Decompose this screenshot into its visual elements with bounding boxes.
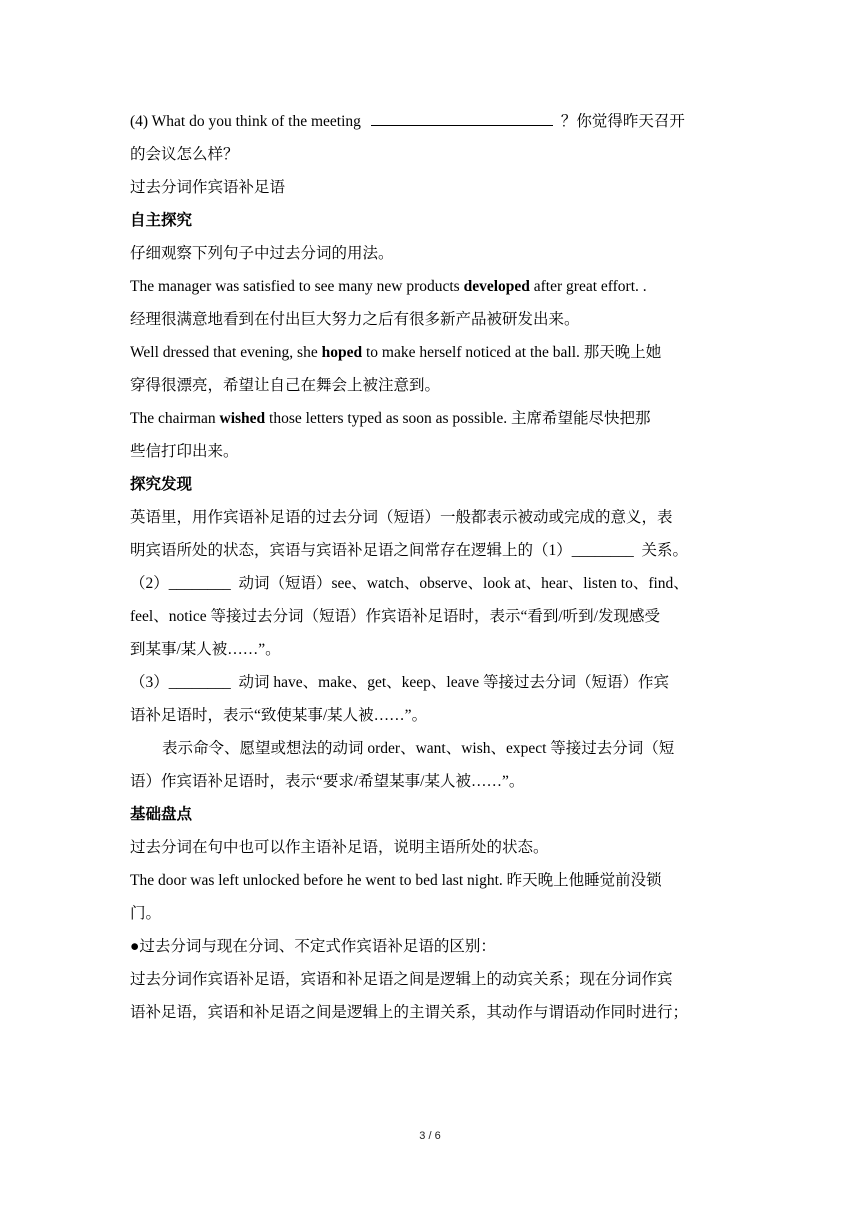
blank-2: ________ [168,575,231,592]
findings-line-1: 英语里，用作宾语补足语的过去分词（短语）一般都表示被动或完成的意义，表 [130,509,673,526]
findings-line-5: 到某事/某人被……”。 [130,641,281,658]
heading-basics: 基础盘点 [130,806,193,823]
question-4-text: (4) What do you think of the meeting [130,113,361,130]
findings-line-6-b: 动词 have、make、get、keep、leave 等接过去分词（短语）作宾 [238,674,669,691]
findings-line-3-a: （2） [130,575,169,592]
findings-line-2-b: 关系。 [641,542,689,559]
answer-blank-underline [371,113,553,126]
example-3-cn: 些信打印出来。 [130,443,239,460]
basics-line-5: 过去分词作宾语补足语，宾语和补足语之间是逻辑上的动宾关系；现在分词作宾 [130,971,673,988]
basics-line-6: 语补足语，宾语和补足语之间是逻辑上的主谓关系，其动作与谓语动作同时进行； [130,1004,689,1021]
findings-line-2-a: 明宾语所处的状态，宾语与宾语补足语之间常存在逻辑上的（1） [130,542,572,559]
findings-line-8: 表示命令、愿望或想法的动词 order、want、wish、expect 等接过去分词（短 [162,740,675,757]
findings-line-6-a: （3） [130,674,169,691]
question-4-continuation: 的会议怎么样？ [130,146,239,163]
example-1-cn: 经理很满意地看到在付出巨大努力之后有很多新产品被研发出来。 [130,311,580,328]
section-title: 过去分词作宾语补足语 [130,179,286,196]
heading-self-study: 自主探究 [130,212,193,229]
blank-1: ________ [571,542,634,559]
instruction-text: 仔细观察下列句子中过去分词的用法。 [130,245,394,262]
findings-line-3 [130,567,730,600]
page-number: 3 / 6 [419,1130,441,1142]
example-2-cn: 穿得很漂亮，希望让自己在舞会上被注意到。 [130,377,441,394]
findings-line-2 [130,534,730,567]
example-1-en [130,270,730,303]
page-content [130,105,730,1029]
example-2-part-b: to make herself noticed at the ball. 那天晚上她 [362,344,662,361]
basics-line-4: ●过去分词与现在分词、不定式作宾语补足语的区别： [130,938,496,955]
example-2-keyword: hoped [321,344,363,361]
findings-line-3-b: 动词（短语）see、watch、observe、look at、hear、listen to、find、 [238,575,689,592]
findings-line-4: feel、notice 等接过去分词（短语）作宾语补足语时，表示“看到/听到/发现感受 [130,608,660,625]
heading-findings: 探究发现 [130,476,193,493]
example-1-part-b: after great effort. . [529,278,647,295]
example-3-en [130,402,730,435]
findings-line-9: 语）作宾语补足语时，表示“要求/希望某事/某人被……”。 [130,773,525,790]
question-4-line [130,105,730,138]
example-1-keyword: developed [463,278,530,295]
example-3-part-a: The chairman [130,410,220,427]
example-3-part-b: those letters typed as soon as possible. 主席希望能尽快把那 [265,410,651,427]
example-1-part-a: The manager was satisfied to see many new products [130,278,464,295]
example-2-part-a: Well dressed that evening, she [130,344,322,361]
findings-line-6 [130,666,730,699]
blank-3: ________ [168,674,231,691]
example-2-en [130,336,730,369]
basics-line-3: 门。 [130,905,162,922]
basics-line-1: 过去分词在句中也可以作主语补足语，说明主语所处的状态。 [130,839,549,856]
findings-line-7: 语补足语时，表示“致使某事/某人被……”。 [130,707,428,724]
basics-line-2: The door was left unlocked before he went to bed last night. 昨天晚上他睡觉前没锁 [130,872,662,889]
example-3-keyword: wished [219,410,266,427]
question-4-translation: ？你觉得昨天召开 [560,113,685,130]
